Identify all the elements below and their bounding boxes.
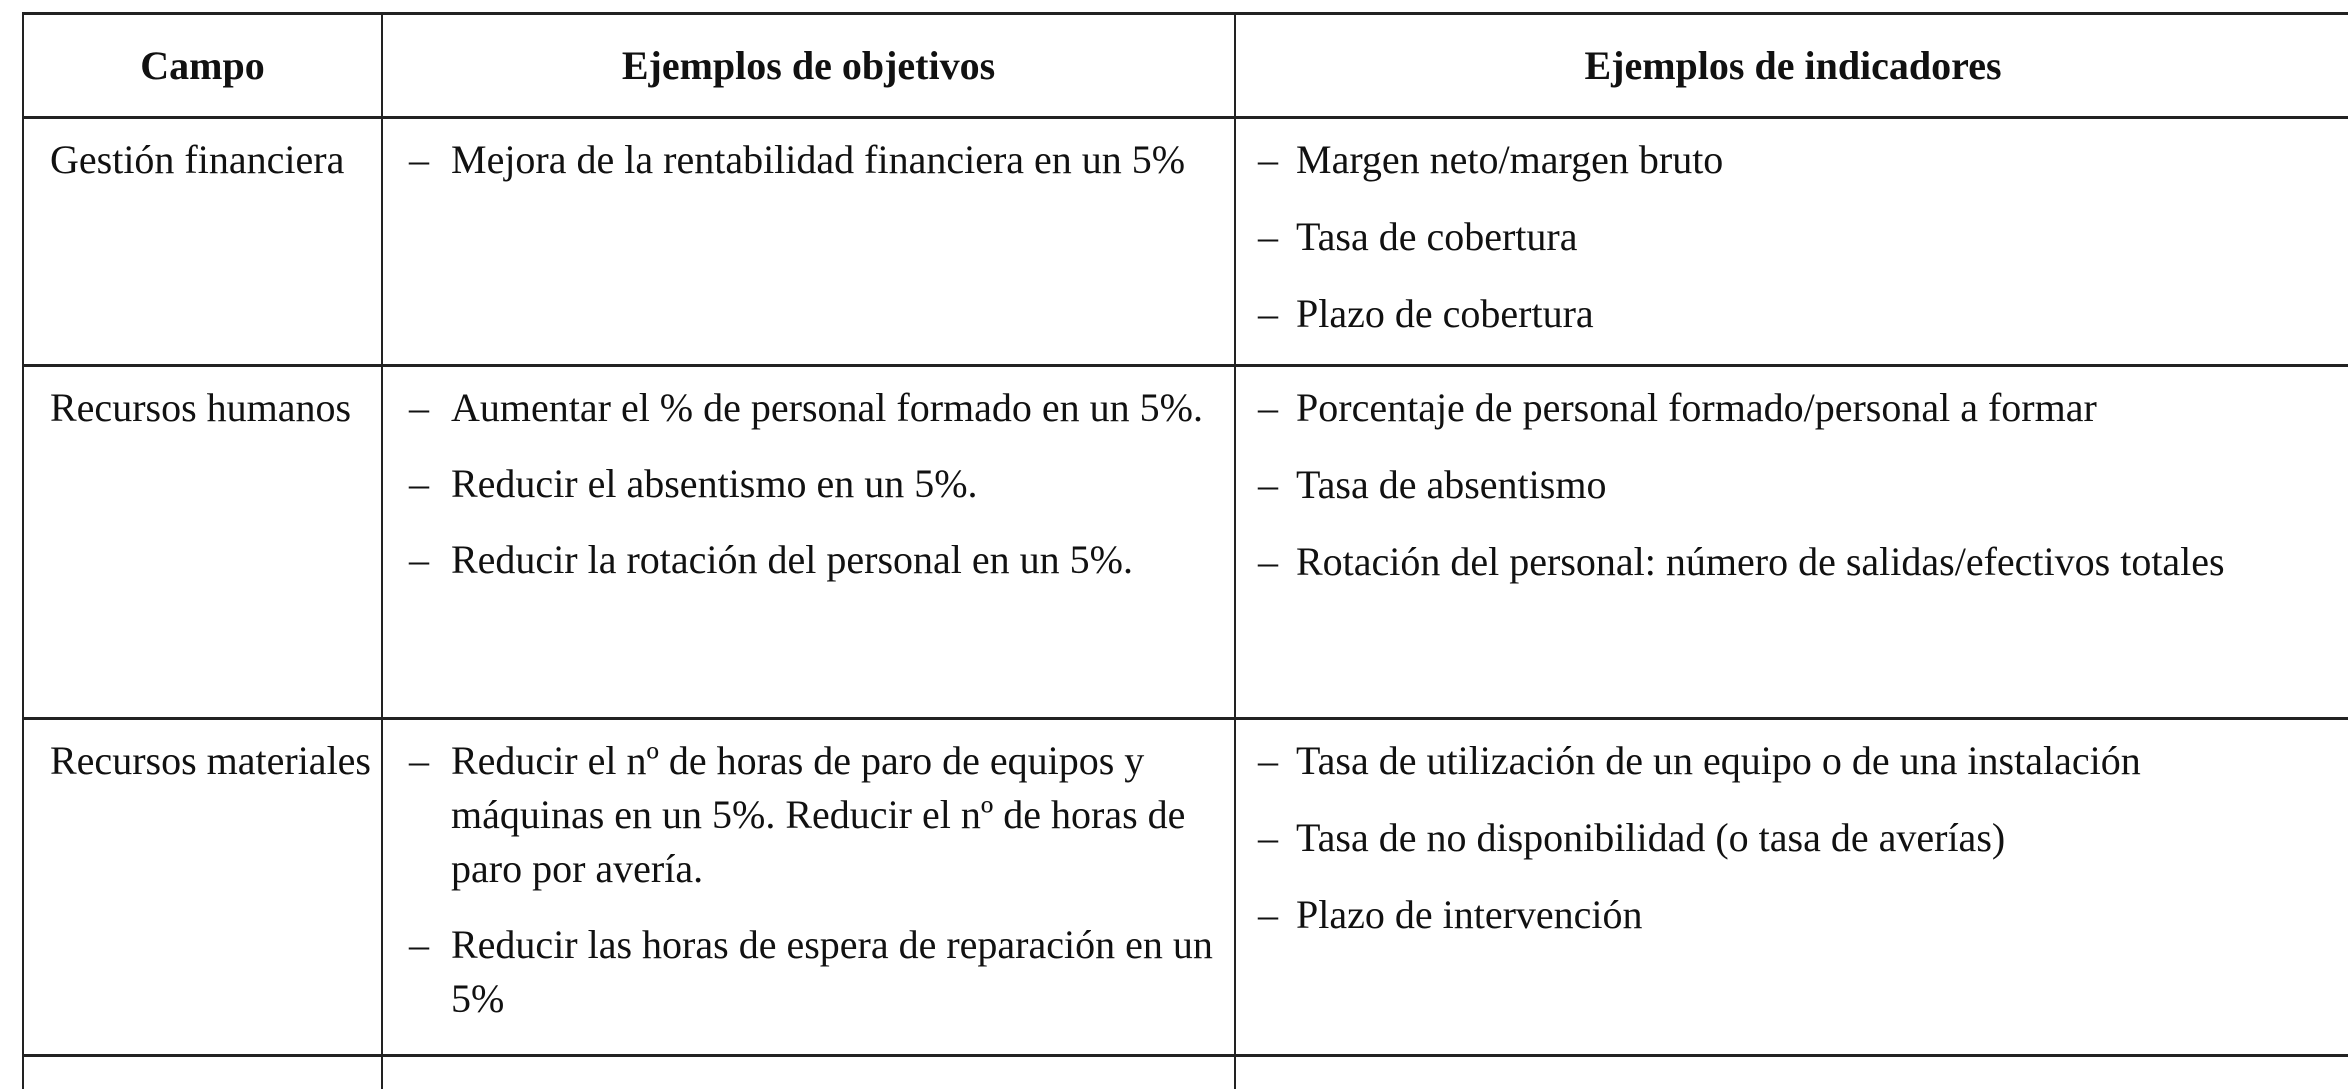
- dash-marker: –: [1258, 458, 1278, 512]
- indicador-text: Tasa de no disponibilidad (o tasa de averías): [1296, 815, 2005, 860]
- objetivos-list: [409, 133, 1224, 187]
- dash-marker: –: [1258, 888, 1278, 942]
- campo-label: Recursos humanos: [50, 385, 351, 430]
- indicadores-cell: [1235, 366, 2348, 719]
- list-item: [1258, 888, 2340, 942]
- indicadores-list: [1258, 734, 2340, 942]
- list-item: [409, 533, 1224, 587]
- objetivos-list: [409, 381, 1224, 587]
- list-item: [409, 133, 1224, 187]
- dash-marker: –: [409, 533, 429, 587]
- indicador-text: Rotación del personal: número de salidas/efectivos totales: [1296, 539, 2225, 584]
- indicador-text: Tasa de utilización de un equipo o de una instalación: [1296, 738, 2141, 783]
- list-item: [1258, 734, 2340, 788]
- header-indicadores: Ejemplos de indicadores: [1235, 14, 2348, 118]
- list-item: [409, 734, 1224, 896]
- empty-cell: [23, 1056, 382, 1089]
- indicadores-list: [1258, 381, 2340, 589]
- dash-marker: –: [1258, 133, 1278, 187]
- header-campo: Campo: [23, 14, 382, 118]
- list-item: [1258, 811, 2340, 865]
- list-item: [1258, 133, 2340, 187]
- indicadores-cell: [1235, 118, 2348, 366]
- table-row: [23, 366, 2348, 719]
- table-row-continuation: [23, 1056, 2348, 1089]
- header-objetivos: Ejemplos de objetivos: [382, 14, 1235, 118]
- objetivo-text: Reducir el absentismo en un 5%.: [451, 461, 978, 506]
- dash-marker: –: [1258, 287, 1278, 341]
- list-item: [409, 381, 1224, 435]
- table-row: [23, 118, 2348, 366]
- dash-marker: –: [1258, 734, 1278, 788]
- campo-cell: [23, 366, 382, 719]
- objetivo-text: Reducir el nº de horas de paro de equipos y máquinas en un 5%. Reducir el nº de horas de paro por avería.: [451, 738, 1185, 891]
- campo-label: Recursos materiales: [50, 738, 371, 783]
- indicador-text: Margen neto/margen bruto: [1296, 137, 1723, 182]
- list-item: [1258, 381, 2340, 435]
- dash-marker: –: [1258, 381, 1278, 435]
- list-item: [1258, 458, 2340, 512]
- objectives-indicators-table: [22, 12, 2348, 1089]
- dash-marker: –: [1258, 535, 1278, 589]
- indicadores-cell: [1235, 719, 2348, 1056]
- dash-marker: –: [409, 734, 429, 788]
- indicador-text: Plazo de cobertura: [1296, 291, 1594, 336]
- indicador-text: Tasa de cobertura: [1296, 214, 1577, 259]
- list-item: [409, 918, 1224, 1026]
- objetivos-cell: [382, 366, 1235, 719]
- campo-cell: [23, 118, 382, 366]
- indicador-text: Porcentaje de personal formado/personal a formar: [1296, 385, 2097, 430]
- objetivos-cell: [382, 118, 1235, 366]
- list-item: [1258, 210, 2340, 264]
- objetivos-list: [409, 734, 1224, 1026]
- objetivos-cell: [382, 719, 1235, 1056]
- list-item: [1258, 535, 2340, 589]
- dash-marker: –: [1258, 210, 1278, 264]
- dash-marker: –: [409, 918, 429, 972]
- objetivo-text: Reducir las horas de espera de reparación en un 5%: [451, 922, 1213, 1021]
- indicador-text: Tasa de absentismo: [1296, 462, 1606, 507]
- empty-cell: [1235, 1056, 2348, 1089]
- dash-marker: –: [409, 133, 429, 187]
- dash-marker: –: [1258, 811, 1278, 865]
- dash-marker: –: [409, 381, 429, 435]
- objetivo-text: Mejora de la rentabilidad financiera en un 5%: [451, 137, 1185, 182]
- objetivo-text: Reducir la rotación del personal en un 5%.: [451, 537, 1133, 582]
- table-header-row: [23, 14, 2348, 118]
- table-row: [23, 719, 2348, 1056]
- campo-cell: [23, 719, 382, 1056]
- empty-cell: [382, 1056, 1235, 1089]
- list-item: [409, 457, 1224, 511]
- list-item: [1258, 287, 2340, 341]
- objetivo-text: Aumentar el % de personal formado en un 5%.: [451, 385, 1203, 430]
- indicador-text: Plazo de intervención: [1296, 892, 1643, 937]
- dash-marker: –: [409, 457, 429, 511]
- campo-label: Gestión financiera: [50, 137, 344, 182]
- indicadores-list: [1258, 133, 2340, 341]
